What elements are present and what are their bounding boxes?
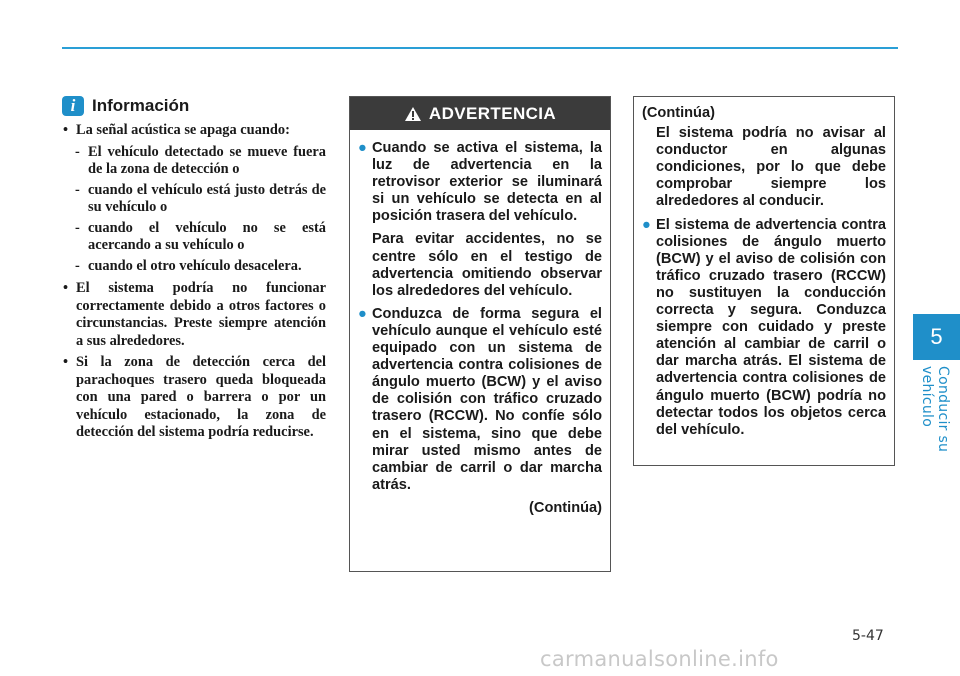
continued-bullet: ● El sistema de advertencia contra colisiones de ángulo muerto (BCW) y el aviso de colisión con tráfico cruzado trasero (RCCW) no sustituyen la conducción correcta y segura. Conduzca siempre con cuidado y preste atención al cambiar de carril o dar marcha atrás. El sistema de advertencia contra colisiones de ángulo muerto (BCW) podría no detectar todos los objetos cerca del vehículo. — [642, 216, 886, 438]
page-number: 5-47 — [852, 628, 884, 644]
warning-triangle-icon — [404, 106, 422, 122]
info-bullet: • Si la zona de detección cerca del parachoques trasero queda bloqueada con una pared o barrera o por un vehículo estacionado, la zona de detección del sistema podría reducirse. — [62, 354, 326, 442]
top-rule — [62, 47, 898, 49]
warning-bullet: ● Cuando se activa el sistema, la luz de advertencia en la retrovisor exterior se iluminará si un vehículo se detecta en al posición trasera del vehículo. — [358, 140, 602, 225]
continued-label: (Continúa) — [529, 499, 602, 516]
warning-bullet: ● Conduzca de forma segura el vehículo aunque el vehículo esté equipado con un sistema de advertencia contra colisiones de ángulo muerto (BCW) y el aviso de colisión con tráfico cruzado trasero (RCCW). No confíe sólo en el sistema, sino que debe mirar usted mismo antes de cambiar de carril o dar marcha atrás. — [358, 305, 602, 493]
chapter-title: Conducir su vehículo — [919, 366, 951, 453]
bullet-dot-icon: ● — [358, 140, 367, 156]
info-subitem: - El vehículo detectado se mueve fuera de la zona de detección o — [75, 143, 326, 177]
warning-content — [350, 130, 610, 517]
bullet-dot-icon: ● — [358, 305, 367, 322]
bullet-dot-icon: ● — [642, 216, 651, 233]
warning-paragraph: Para evitar accidentes, no se centre sólo en el testigo de advertencia omitiendo observar los alrededores del vehículo. — [372, 231, 602, 299]
info-section — [62, 96, 326, 446]
continued-paragraph: El sistema podría no avisar al conductor en algunas condiciones, por lo que debe comprobar siempre los alrededores al conducir. — [656, 125, 886, 210]
info-header — [62, 96, 326, 116]
info-title: Información — [92, 96, 190, 115]
chapter-tab: 5 — [913, 314, 960, 360]
continued-box — [633, 96, 895, 466]
info-bullet: • La señal acústica se apaga cuando: — [62, 122, 326, 140]
info-bullet: • El sistema podría no funcionar correctamente debido a otros factores o circunstancias. Preste siempre atención a sus alrededores. — [62, 280, 326, 350]
warning-title: ADVERTENCIA — [428, 103, 557, 123]
info-subitem: - cuando el vehículo no se está acercando a su vehículo o — [75, 219, 326, 253]
continued-content — [634, 97, 894, 439]
info-subitem: - cuando el vehículo está justo detrás de su vehículo o — [75, 181, 326, 215]
info-body — [62, 122, 326, 442]
info-icon: i — [62, 96, 84, 116]
info-subitem: - cuando el otro vehículo desacelera. — [75, 257, 302, 274]
warning-header — [350, 97, 610, 130]
continued-heading: (Continúa) — [642, 105, 715, 121]
warning-box — [349, 96, 611, 572]
watermark: carmanualsonline.info — [540, 647, 779, 671]
